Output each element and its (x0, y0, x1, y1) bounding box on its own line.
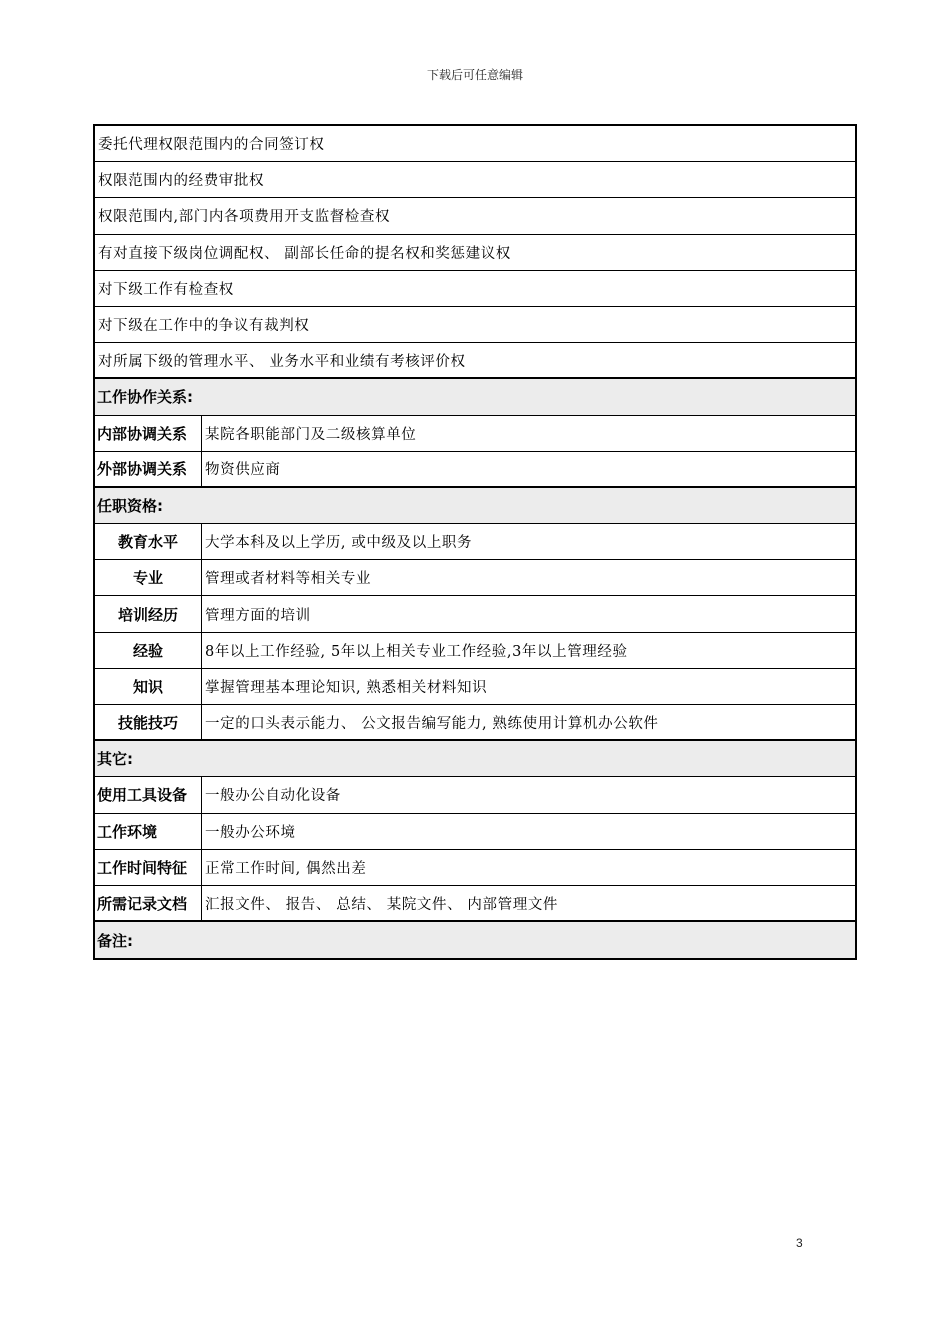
collaboration-row (95, 452, 855, 488)
other-row (95, 777, 855, 813)
row-value: 一般办公自动化设备 (205, 788, 341, 805)
row-value: 汇报文件、 报告、 总结、 某院文件、 内部管理文件 (205, 896, 559, 913)
section-heading-row (95, 741, 855, 777)
authority-text: 有对直接下级岗位调配权、 副部长任命的提名权和奖惩建议权 (98, 245, 511, 262)
qualification-row (95, 669, 855, 705)
page-number: 3 (796, 1236, 803, 1250)
row-value: 物资供应商 (205, 462, 281, 479)
authority-row (95, 162, 855, 198)
other-row (95, 886, 855, 922)
section-heading-row (95, 488, 855, 524)
row-label: 教育水平 (95, 524, 202, 559)
qualification-row (95, 633, 855, 669)
authority-row (95, 198, 855, 234)
authority-text: 委托代理权限范围内的合同签订权 (98, 137, 325, 154)
collaboration-row (95, 416, 855, 452)
header-note: 下载后可任意编辑 (426, 68, 523, 82)
row-value: 正常工作时间, 偶然出差 (205, 860, 367, 877)
row-label: 知识 (95, 669, 202, 704)
row-value: 某院各职能部门及二级核算单位 (205, 426, 417, 443)
other-heading: 其它: (95, 741, 855, 776)
row-label: 所需记录文档 (95, 886, 202, 920)
authority-text: 对所属下级的管理水平、 业务水平和业绩有考核评价权 (98, 353, 466, 370)
row-value: 8年以上工作经验, 5年以上相关专业工作经验,3年以上管理经验 (205, 643, 628, 660)
row-label: 工作时间特征 (95, 850, 202, 885)
qualification-row (95, 560, 855, 596)
other-row (95, 850, 855, 886)
section-heading-row (95, 379, 855, 415)
row-label: 外部协调关系 (95, 452, 202, 486)
row-value: 一定的口头表示能力、 公文报告编写能力, 熟练使用计算机办公软件 (205, 715, 659, 732)
row-label: 培训经历 (95, 596, 202, 631)
remarks-heading: 备注: (95, 922, 855, 958)
authority-text: 权限范围内,部门内各项费用开支监督检查权 (98, 209, 391, 226)
row-label: 技能技巧 (95, 705, 202, 739)
row-label: 使用工具设备 (95, 777, 202, 812)
qualification-row (95, 705, 855, 741)
qualification-row (95, 524, 855, 560)
authority-text: 权限范围内的经费审批权 (98, 173, 265, 190)
row-value: 管理或者材料等相关专业 (205, 571, 372, 588)
authority-row (95, 126, 855, 162)
authority-row (95, 271, 855, 307)
row-value: 大学本科及以上学历, 或中级及以上职务 (205, 535, 473, 552)
row-label: 内部协调关系 (95, 416, 202, 451)
qualifications-heading: 任职资格: (95, 488, 855, 523)
row-label: 经验 (95, 633, 202, 668)
row-value: 掌握管理基本理论知识, 熟悉相关材料知识 (205, 679, 488, 696)
row-label: 工作环境 (95, 814, 202, 849)
qualification-row (95, 596, 855, 632)
section-heading-row (95, 922, 855, 958)
authority-text: 对下级工作有检查权 (98, 281, 234, 298)
authority-text: 对下级在工作中的争议有裁判权 (98, 318, 310, 335)
authority-row (95, 343, 855, 379)
authority-row (95, 235, 855, 271)
row-value: 一般办公环境 (205, 824, 296, 841)
row-label: 专业 (95, 560, 202, 595)
job-description-table (93, 124, 857, 960)
row-value: 管理方面的培训 (205, 607, 311, 624)
authority-row (95, 307, 855, 343)
collaboration-heading: 工作协作关系: (95, 379, 855, 414)
other-row (95, 814, 855, 850)
